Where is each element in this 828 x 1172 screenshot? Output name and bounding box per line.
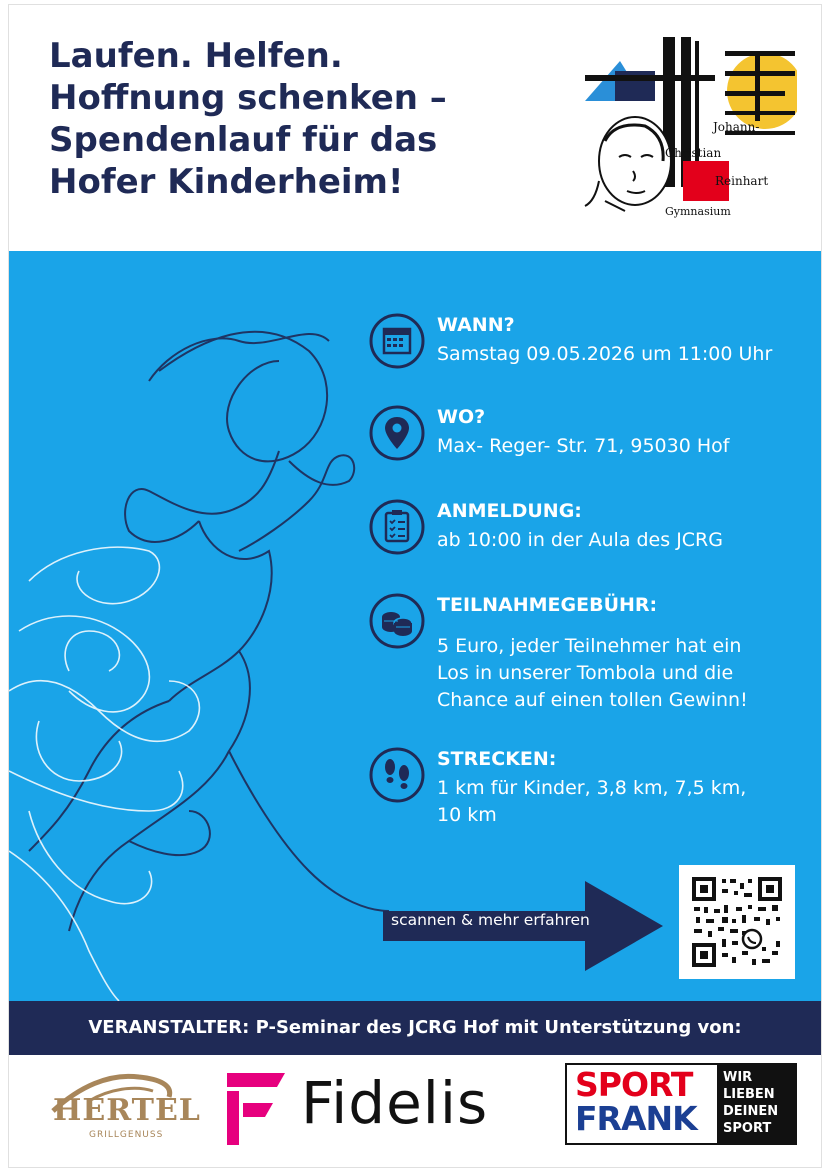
- logo-text-johann: Johann-: [713, 120, 760, 134]
- headline-line: Hofer Kinderheim!: [49, 162, 404, 202]
- info-routes: [369, 747, 809, 837]
- school-logo: [575, 31, 797, 227]
- info-fee-line: 5 Euro, jeder Teilnehmer hat ein: [437, 635, 742, 657]
- info-where: [369, 405, 809, 465]
- slogan-line: WIR: [723, 1070, 753, 1085]
- headline-line: Hoffnung schenken –: [49, 78, 447, 118]
- info-routes-line: 1 km für Kinder, 3,8 km, 7,5 km,: [437, 777, 747, 799]
- logo-text-reinhart: Reinhart: [715, 174, 769, 188]
- slogan-line: LIEBEN: [723, 1087, 775, 1102]
- info-where-heading: WO?: [437, 406, 486, 428]
- sport-frank-slogan: [717, 1065, 795, 1143]
- hertel-subtitle: GRILLGENUSS: [89, 1130, 164, 1140]
- info-fee-heading: TEILNAHMEGEBÜHR:: [437, 594, 658, 616]
- sport-frank-frank: FRANK: [575, 1099, 697, 1138]
- organizer-text: VERANSTALTER: P-Seminar des JCRG Hof mit Unterstützung von:: [88, 1017, 742, 1038]
- footprints-icon: [369, 747, 425, 803]
- poster-header: [9, 5, 821, 251]
- qr-code[interactable]: [679, 865, 795, 979]
- headline: [49, 35, 519, 203]
- coins-icon: [369, 593, 425, 649]
- scan-cta-label: scannen & mehr erfahren: [391, 911, 590, 929]
- sport-frank-wordmark: [571, 1067, 719, 1141]
- info-section: [9, 251, 821, 1001]
- info-when-heading: WANN?: [437, 314, 515, 336]
- info-fee-text: [437, 633, 817, 714]
- headline-line: Laufen. Helfen.: [49, 36, 343, 76]
- calendar-icon: [369, 313, 425, 369]
- fidelis-name: Fidelis: [301, 1069, 489, 1137]
- logo-text-christian: Christian: [665, 146, 722, 160]
- fidelis-f-icon: [225, 1069, 287, 1149]
- sponsor-row: [9, 1055, 821, 1167]
- info-registration-text: ab 10:00 in der Aula des JCRG: [437, 529, 723, 551]
- info-routes-line: 10 km: [437, 804, 497, 826]
- info-routes-text: [437, 775, 817, 829]
- headline-line: Spendenlauf für das: [49, 120, 438, 160]
- organizer-band: [9, 1001, 821, 1055]
- info-registration-heading: ANMELDUNG:: [437, 500, 582, 522]
- sport-frank-sport: SPORT: [575, 1065, 693, 1104]
- info-routes-heading: STRECKEN:: [437, 748, 557, 770]
- hertel-name: HERTEL: [53, 1093, 201, 1128]
- slogan-line: SPORT: [723, 1121, 772, 1136]
- info-registration: [369, 499, 809, 559]
- sport-frank-logo: [565, 1063, 797, 1145]
- info-fee: [369, 593, 809, 723]
- info-where-text: Max- Reger- Str. 71, 95030 Hof: [437, 435, 730, 457]
- poster: [8, 4, 822, 1168]
- clipboard-icon: [369, 499, 425, 555]
- info-fee-line: Chance auf einen tollen Gewinn!: [437, 689, 748, 711]
- info-fee-line: Los in unserer Tombola und die: [437, 662, 734, 684]
- location-pin-icon: [369, 405, 425, 461]
- qr-code-icon: [692, 877, 782, 967]
- info-when-text: Samstag 09.05.2026 um 11:00 Uhr: [437, 343, 773, 365]
- info-when: [369, 313, 809, 373]
- logo-text-gymnasium: Gymnasium: [665, 205, 731, 218]
- slogan-line: DEINEN: [723, 1104, 779, 1119]
